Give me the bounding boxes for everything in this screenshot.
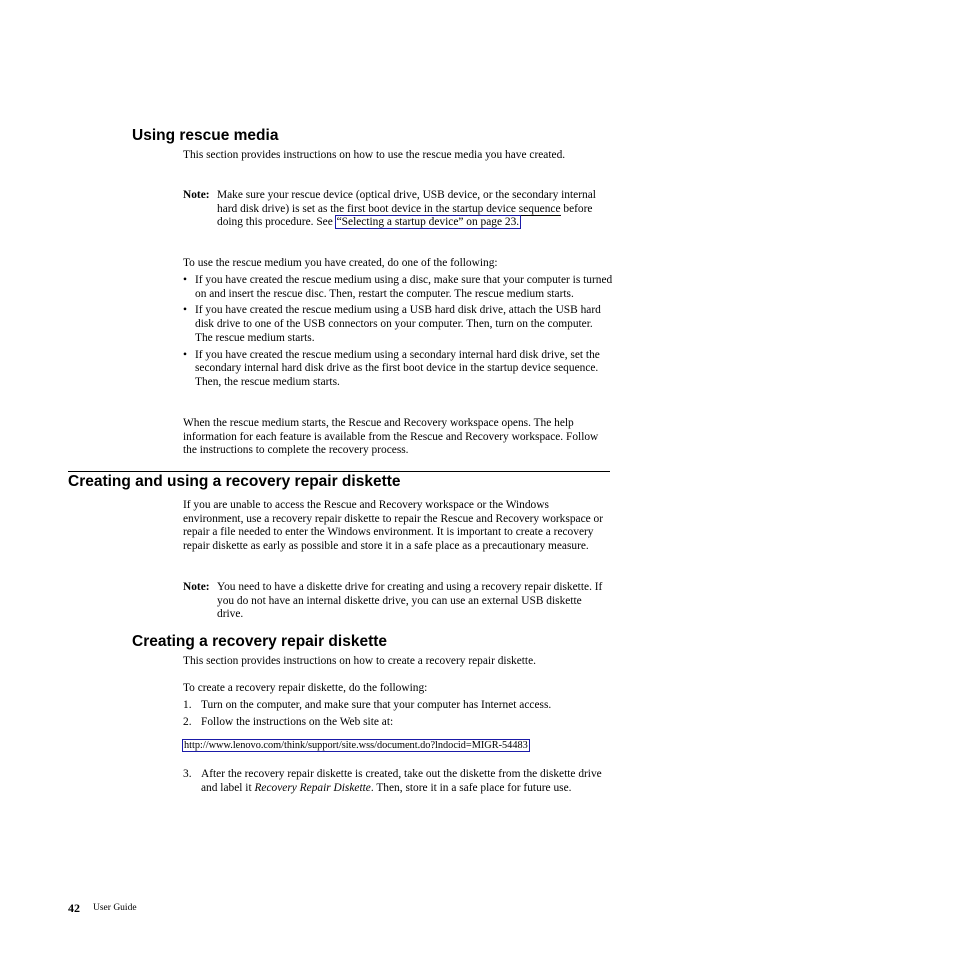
list-item <box>183 699 613 713</box>
selecting-startup-device-link[interactable]: “Selecting a startup device” on page 23. <box>336 216 520 229</box>
support-url-link[interactable]: http://www.lenovo.com/think/support/site.wss/document.do?lndocid=MIGR-54483 <box>184 740 528 751</box>
list-item <box>183 274 613 301</box>
note-label: Note: <box>183 189 210 201</box>
section1-lead: To use the rescue medium you have created, do one of the following: <box>183 257 498 269</box>
section3-lead: To create a recovery repair diskette, do the following: <box>183 682 428 694</box>
list-item <box>183 304 613 345</box>
note-label: Note: <box>183 581 210 593</box>
bullet-marker: • <box>183 348 187 361</box>
note-text-1: Make sure your rescue device (optical drive, USB device, or the secondary internal hard disk drive) is set as the first <box>217 189 596 215</box>
note-body: You need to have a diskette drive for creating and using a recovery repair diskette. If you do not have an internal diskette drive, you can use an external USB diskette drive. <box>217 581 603 621</box>
section-divider <box>68 471 610 472</box>
section2-note <box>183 581 603 625</box>
list-item <box>183 349 613 390</box>
step-text: Follow the instructions on the Web site at: <box>201 715 394 728</box>
list-item-text: If you have created the rescue medium using a secondary internal hard disk drive, set the secondary internal hard disk drive as the first boot device in the startup device sequence. Then, the rescue medium starts. <box>195 348 600 388</box>
list-item <box>183 768 613 795</box>
section-heading-using-rescue-media: Using rescue media <box>132 127 279 144</box>
footer-title: User Guide <box>93 903 137 913</box>
section2-intro: If you are unable to access the Rescue and Recovery workspace or the Windows environment, use a recovery repair diskette to repair the Rescue and Recovery workspace or repair a file needed to enter the Windows environment. It is important to create a recovery repair diskette as early as possible and store it in a safe place as a precautionary measure. <box>183 499 604 553</box>
step-text-part: After the recovery repair diskette is created, take out the diskette from the diskette drive and label it <box>201 768 602 794</box>
page-number: 42 <box>68 901 80 915</box>
step-text-italic: Recovery Repair Diskette <box>254 781 371 794</box>
step-text: Turn on the computer, and make sure that your computer has Internet access. <box>201 699 552 711</box>
section1-closing: When the rescue medium starts, the Rescue and Recovery workspace opens. The help information for each feature is available from the Rescue and Recovery workspace. Follow the instructions to complete the recovery process. <box>183 417 599 457</box>
rescue-options-list <box>183 274 613 393</box>
steps-list-continued <box>183 768 613 798</box>
step-text <box>201 768 602 794</box>
step-number: 3. <box>183 768 192 780</box>
section1-intro: This section provides instructions on how to use the rescue media you have created. <box>183 149 566 161</box>
bullet-marker: • <box>183 274 187 286</box>
steps-list <box>183 699 613 732</box>
list-item-text: If you have created the rescue medium using a disc, make sure that your computer is turned on and insert the rescue disc. Then, restart the computer. The rescue medium starts. <box>195 274 613 300</box>
support-url-container <box>183 739 529 753</box>
step-number: 2. <box>183 715 192 728</box>
section-heading-recovery-repair-diskette: Creating and using a recovery repair diskette <box>68 473 401 490</box>
note-text-2: before doing this procedure. See <box>217 202 593 229</box>
bullet-marker: • <box>183 304 187 317</box>
boot-device-link[interactable]: boot device in the startup device sequence <box>368 202 561 215</box>
list-item <box>183 716 613 730</box>
step-text-part: . Then, store it in a safe place for future use. <box>370 781 572 794</box>
step-number: 1. <box>183 699 192 711</box>
section-heading-creating-recovery-repair-diskette: Creating a recovery repair diskette <box>132 633 388 650</box>
list-item-text: If you have created the rescue medium using a USB hard disk drive, attach the USB hard disk drive to one of the USB connectors on your computer. Then, turn on the computer. The rescue medium starts. <box>195 304 601 344</box>
note-body <box>217 189 603 230</box>
section1-note <box>183 189 603 247</box>
section3-intro: This section provides instructions on how to create a recovery repair diskette. <box>183 655 536 667</box>
